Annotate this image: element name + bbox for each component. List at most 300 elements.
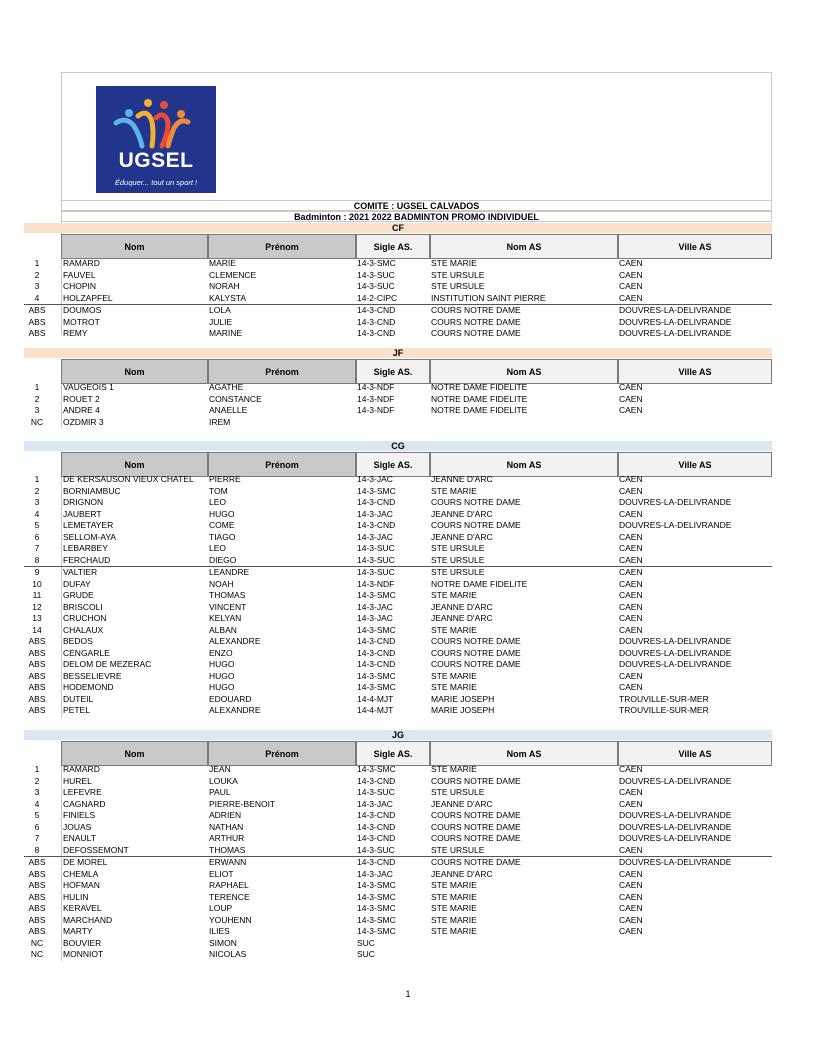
nom-cell: BESSELIEVRE [63,670,122,681]
nom-cell: BOUVIER [63,937,102,948]
nom-cell: DOUMOS [63,305,102,315]
sigle-cell: 14-3-JAC [357,601,393,612]
nom-as-cell: STE MARIE [431,258,477,268]
prenom-cell: PIERRE-BENOIT [209,798,276,809]
nom-cell: CAGNARD [63,798,106,809]
column-header-ville-as: Ville AS [618,234,772,259]
ville-as-cell: DOUVRES-LA-DELIVRANDE [619,775,732,786]
rank-cell: NC [30,416,44,427]
table-row [24,636,772,648]
nom-cell: HUREL [63,775,92,786]
column-header-prenom: Prénom [208,452,356,477]
sigle-cell: 14-3-SUC [357,567,395,577]
rank-cell: ABS [28,636,46,646]
rank-cell: 1 [34,474,40,484]
nom-as-cell: STE MARIE [431,670,477,681]
table-row [24,926,772,938]
comite-title: COMITE : UGSEL CALVADOS [61,200,772,211]
nom-cell: JOUAS [63,821,92,832]
column-header-nom-as: Nom AS [430,741,618,766]
rank-cell: 5 [34,520,40,530]
nom-cell: RAMARD [63,258,100,268]
sigle-cell: 14-3-NDF [357,393,395,404]
table-row [24,659,772,671]
table-row [24,764,772,776]
table-row [24,281,772,293]
column-header-nom-as: Nom AS [430,234,618,259]
rank-cell: 8 [34,844,40,855]
prenom-cell: THOMAS [209,844,246,855]
sigle-cell: 14-3-JAC [357,531,393,542]
rank-cell: 2 [34,269,40,280]
logo-tagline: Éduquer... tout un sport ! [114,178,198,187]
nom-as-cell: STE MARIE [431,682,477,692]
competition-title: Badminton : 2021 2022 BADMINTON PROMO INDIVIDUEL [61,211,772,222]
nom-as-cell: COURS NOTRE DAME [431,647,521,658]
nom-cell: DELOM DE MEZERAC [63,659,152,669]
prenom-cell: RAPHAEL [209,880,249,890]
ville-as-cell: CAEN [619,682,643,692]
prenom-cell: VINCENT [209,601,247,612]
ville-as-cell: CAEN [619,485,643,496]
table-row [24,304,772,317]
nom-cell: DUTEIL [63,693,94,704]
prenom-cell: TIAGO [209,531,236,542]
table-row [24,810,772,822]
column-header-prenom: Prénom [208,741,356,766]
table-row [24,543,772,555]
nom-as-cell: STE URSULE [431,787,485,797]
nom-as-cell: INSTITUTION SAINT PIERRE [431,292,546,303]
nom-as-cell: STE MARIE [431,590,477,600]
nom-cell: VALTIER [63,567,98,577]
sigle-cell: 14-3-SMC [357,903,396,913]
rank-cell: 2 [34,393,40,404]
table-row [24,671,772,683]
nom-as-cell: STE MARIE [431,485,477,496]
sigle-cell: 14-3-SUC [357,543,395,553]
prenom-cell: LEANDRE [209,567,250,577]
rank-cell: 6 [34,531,40,542]
prenom-cell: ERWANN [209,857,247,867]
table-row [24,776,772,788]
nom-as-cell: STE MARIE [431,926,477,936]
nom-cell: PETEL [63,705,90,715]
rank-cell: ABS [28,914,46,925]
table-header-jf [61,359,772,384]
ville-as-cell: CAEN [619,880,643,890]
nom-cell: LEFEVRE [63,787,102,797]
rank-cell: ABS [28,705,46,715]
prenom-cell: DIEGO [209,554,237,565]
nom-as-cell: STE MARIE [431,914,477,925]
ville-as-cell: CAEN [619,764,643,774]
table-row [24,892,772,904]
ville-as-cell: CAEN [619,281,643,291]
rank-cell: 4 [34,508,40,519]
prenom-cell: ALBAN [209,624,237,635]
table-row [24,856,772,869]
prenom-cell: ARTHUR [209,833,245,843]
ville-as-cell: CAEN [619,382,643,392]
nom-as-cell: COURS NOTRE DAME [431,833,521,843]
table-row [24,328,772,340]
sigle-cell: 14-3-SUC [357,844,395,855]
ville-as-cell: CAEN [619,269,643,280]
nom-cell: FINIELS [63,810,96,820]
rank-cell: ABS [28,659,46,669]
table-row [24,613,772,625]
ville-as-cell: DOUVRES-LA-DELIVRANDE [619,647,732,658]
table-row [24,938,772,950]
prenom-cell: TOM [209,485,228,496]
sigle-cell: 14-3-JAC [357,613,393,623]
ville-as-cell: CAEN [619,624,643,635]
sigle-cell: 14-3-JAC [357,474,393,484]
column-header-sigle: Sigle AS. [356,452,430,477]
column-header-nom-as: Nom AS [430,452,618,477]
ville-as-cell: CAEN [619,405,643,415]
ville-as-cell: DOUVRES-LA-DELIVRANDE [619,316,732,327]
sigle-cell: 14-3-SMC [357,926,396,936]
ville-as-cell: CAEN [619,393,643,404]
table-row [24,590,772,602]
ville-as-cell: CAEN [619,670,643,681]
table-row [24,317,772,329]
table-row [24,293,772,305]
ville-as-cell: DOUVRES-LA-DELIVRANDE [619,636,732,646]
table-row [24,682,772,694]
prenom-cell: PAUL [209,787,231,797]
rank-cell: 7 [34,543,40,553]
ville-as-cell: DOUVRES-LA-DELIVRANDE [619,328,732,338]
ville-as-cell: CAEN [619,543,643,553]
ville-as-cell: CAEN [619,613,643,623]
prenom-cell: ELIOT [209,868,234,879]
ville-as-cell: CAEN [619,578,643,589]
nom-as-cell: COURS NOTRE DAME [431,316,521,327]
table-row [24,648,772,660]
prenom-cell: ILIES [209,926,230,936]
prenom-cell: TERENCE [209,891,250,902]
nom-cell: DUFAY [63,578,91,589]
ville-as-cell: CAEN [619,903,643,913]
rank-cell: ABS [28,880,46,890]
prenom-cell: JEAN [209,764,231,774]
column-header-nom: Nom [61,741,208,766]
rank-cell: NC [30,949,44,959]
column-header-nom: Nom [61,234,208,259]
sigle-cell: 14-3-CND [357,328,396,338]
prenom-cell: LEO [209,543,227,553]
prenom-cell: MARIE [209,258,236,268]
ville-as-cell: CAEN [619,798,643,809]
sigle-cell: 14-3-CND [357,857,396,867]
ville-as-cell: CAEN [619,590,643,600]
rank-cell: 3 [34,405,40,415]
ville-as-cell: CAEN [619,926,643,936]
table-row [24,382,772,394]
column-header-sigle: Sigle AS. [356,234,430,259]
rank-cell: 3 [34,497,40,507]
table-row [24,880,772,892]
rank-cell: 9 [34,567,40,577]
nom-cell: CENGARLE [63,647,110,658]
prenom-cell: NICOLAS [209,949,247,959]
sigle-cell: 14-3-SMC [357,624,396,635]
table-body-jf [24,382,772,428]
nom-as-cell: COURS NOTRE DAME [431,821,521,832]
rank-cell: ABS [28,316,46,327]
nom-as-cell: COURS NOTRE DAME [431,775,521,786]
rank-cell: 14 [32,624,42,635]
prenom-cell: THOMAS [209,590,246,600]
table-body-cg [24,474,772,717]
rank-cell: ABS [28,868,46,879]
nom-as-cell: COURS NOTRE DAME [431,810,521,820]
sigle-cell: 14-3-JAC [357,798,393,809]
ville-as-cell: DOUVRES-LA-DELIVRANDE [619,305,732,315]
nom-cell: LEMETAYER [63,520,114,530]
sigle-cell: 14-3-SMC [357,485,396,496]
nom-cell: OZDMIR 3 [63,416,104,427]
nom-cell: HOLZAPFEL [63,292,113,303]
sigle-cell: SUC [357,949,375,959]
nom-as-cell: JEANNE D'ARC [431,868,493,879]
prenom-cell: HUGO [209,670,235,681]
column-header-sigle: Sigle AS. [356,359,430,384]
nom-as-cell: JEANNE D'ARC [431,474,493,484]
ville-as-cell: DOUVRES-LA-DELIVRANDE [619,810,732,820]
table-body-cf [24,258,772,340]
nom-cell: ENAULT [63,833,96,843]
nom-cell: KERAVEL [63,903,102,913]
table-row [24,394,772,406]
prenom-cell: PIERRE [209,474,241,484]
nom-as-cell: NOTRE DAME FIDELITE [431,405,528,415]
column-header-prenom: Prénom [208,234,356,259]
rank-cell: 12 [32,601,42,612]
sigle-cell: 14-3-SUC [357,787,395,797]
logo-figures-icon [96,86,216,156]
prenom-cell: CLEMENCE [209,269,257,280]
prenom-cell: NOAH [209,578,234,589]
rank-cell: 10 [32,578,42,589]
nom-as-cell: COURS NOTRE DAME [431,659,521,669]
table-row [24,799,772,811]
ville-as-cell: CAEN [619,567,643,577]
nom-cell: MONNIOT [63,949,104,959]
sigle-cell: 14-2-CIPC [357,292,398,303]
column-header-ville-as: Ville AS [618,452,772,477]
prenom-cell: KELYAN [209,613,242,623]
rank-cell: 2 [34,485,40,496]
prenom-cell: HUGO [209,659,235,669]
prenom-cell: HUGO [209,508,235,519]
table-row [24,417,772,429]
nom-as-cell: JEANNE D'ARC [431,798,493,809]
ville-as-cell: DOUVRES-LA-DELIVRANDE [619,520,732,530]
prenom-cell: EDOUARD [209,693,252,704]
nom-cell: HOFMAN [63,880,100,890]
sigle-cell: SUC [357,937,375,948]
nom-as-cell: STE MARIE [431,880,477,890]
rank-cell: 1 [34,764,40,774]
rank-cell: 11 [32,590,42,600]
prenom-cell: LOLA [209,305,231,315]
column-header-prenom: Prénom [208,359,356,384]
nom-as-cell: COURS NOTRE DAME [431,328,521,338]
sigle-cell: 14-3-SUC [357,281,395,291]
table-row [24,787,772,799]
ville-as-cell: CAEN [619,292,643,303]
table-row [24,497,772,509]
sigle-cell: 14-3-SMC [357,682,396,692]
sigle-cell: 14-3-CND [357,821,396,832]
section-title-cf: CF [24,223,772,233]
nom-cell: CHEMLA [63,868,99,879]
sigle-cell: 14-3-SUC [357,269,395,280]
nom-cell: ANDRE 4 [63,405,100,415]
ville-as-cell: CAEN [619,914,643,925]
section-title-jg: JG [24,730,772,740]
nom-cell: BRISCOLI [63,601,103,612]
nom-cell: MARCHAND [63,914,113,925]
ville-as-cell: TROUVILLE-SUR-MER [619,693,709,704]
nom-cell: REMY [63,328,88,338]
sigle-cell: 14-3-SMC [357,891,396,902]
nom-cell: MOTROT [63,316,100,327]
column-header-nom: Nom [61,452,208,477]
table-row [24,474,772,486]
prenom-cell: LOUKA [209,775,238,786]
table-row [24,833,772,845]
prenom-cell: ALEXANDRE [209,636,261,646]
logo-brand: UGSEL [118,149,194,172]
nom-cell: CRUCHON [63,613,107,623]
nom-as-cell: JEANNE D'ARC [431,508,493,519]
rank-cell: ABS [28,857,46,867]
nom-as-cell: STE URSULE [431,554,485,565]
sigle-cell: 14-3-CND [357,810,396,820]
nom-cell: HODEMOND [63,682,114,692]
ville-as-cell: CAEN [619,474,643,484]
prenom-cell: JULIE [209,316,233,327]
nom-cell: BORNIAMBUC [63,485,121,496]
sigle-cell: 14-3-SMC [357,914,396,925]
table-row [24,258,772,270]
table-row [24,532,772,544]
nom-cell: RAMARD [63,764,100,774]
nom-as-cell: NOTRE DAME FIDELITE [431,382,528,392]
table-row [24,566,772,579]
nom-as-cell: COURS NOTRE DAME [431,305,521,315]
table-row [24,694,772,706]
nom-as-cell: NOTRE DAME FIDELITE [431,393,528,404]
rank-cell: 2 [34,775,40,786]
ville-as-cell: DOUVRES-LA-DELIVRANDE [619,857,732,867]
nom-as-cell: MARIE JOSEPH [431,705,495,715]
table-row [24,822,772,834]
nom-cell: JAUBERT [63,508,102,519]
nom-cell: LEBARBEY [63,543,108,553]
sigle-cell: 14-3-CND [357,316,396,327]
rank-cell: ABS [28,647,46,658]
ville-as-cell: CAEN [619,844,643,855]
ville-as-cell: DOUVRES-LA-DELIVRANDE [619,833,732,843]
nom-as-cell: STE URSULE [431,567,485,577]
nom-cell: BEDOS [63,636,93,646]
sigle-cell: 14-3-SMC [357,670,396,681]
prenom-cell: NATHAN [209,821,244,832]
rank-cell: 13 [32,613,42,623]
prenom-cell: MARINE [209,328,243,338]
rank-cell: 6 [34,821,40,832]
sigle-cell: 14-3-CND [357,305,396,315]
sigle-cell: 14-3-NDF [357,578,395,589]
column-header-sigle: Sigle AS. [356,741,430,766]
sigle-cell: 14-3-CND [357,636,396,646]
sigle-cell: 14-4-MJT [357,705,394,715]
sigle-cell: 14-3-CND [357,659,396,669]
table-row [24,903,772,915]
rank-cell: ABS [28,328,46,338]
table-row [24,869,772,881]
nom-cell: CHOPIN [63,281,97,291]
table-body-jg [24,764,772,961]
sigle-cell: 14-3-CND [357,497,396,507]
nom-as-cell: COURS NOTRE DAME [431,497,521,507]
ville-as-cell: CAEN [619,891,643,902]
table-row [24,949,772,961]
nom-cell: DEFOSSEMONT [63,844,129,855]
table-row [24,509,772,521]
prenom-cell: NORAH [209,281,240,291]
sigle-cell: 14-3-SMC [357,258,396,268]
sigle-cell: 14-3-CND [357,520,396,530]
nom-as-cell: JEANNE D'ARC [431,613,493,623]
table-row [24,705,772,717]
nom-cell: ROUET 2 [63,393,100,404]
nom-cell: FERCHAUD [63,554,111,565]
table-row [24,915,772,927]
nom-cell: GRUDE [63,590,94,600]
rank-cell: ABS [28,693,46,704]
ville-as-cell: CAEN [619,258,643,268]
nom-as-cell: JEANNE D'ARC [431,601,493,612]
prenom-cell: CONSTANCE [209,393,262,404]
sigle-cell: 14-3-JAC [357,868,393,879]
nom-cell: FAUVEL [63,269,96,280]
prenom-cell: IREM [209,416,231,427]
table-row [24,555,772,567]
nom-as-cell: STE MARIE [431,903,477,913]
ville-as-cell: CAEN [619,787,643,797]
sigle-cell: 14-4-MJT [357,693,394,704]
nom-cell: MARTY [63,926,93,936]
table-header-jg [61,741,772,766]
nom-cell: DRIGNON [63,497,104,507]
nom-as-cell: STE URSULE [431,844,485,855]
column-header-ville-as: Ville AS [618,741,772,766]
column-header-nom-as: Nom AS [430,359,618,384]
prenom-cell: ADRIEN [209,810,242,820]
sigle-cell: 14-3-NDF [357,405,395,415]
page-number: 1 [405,989,411,999]
nom-cell: CHALAUX [63,624,104,635]
ville-as-cell: CAEN [619,601,643,612]
nom-cell: SELLOM-AYA [63,531,117,542]
